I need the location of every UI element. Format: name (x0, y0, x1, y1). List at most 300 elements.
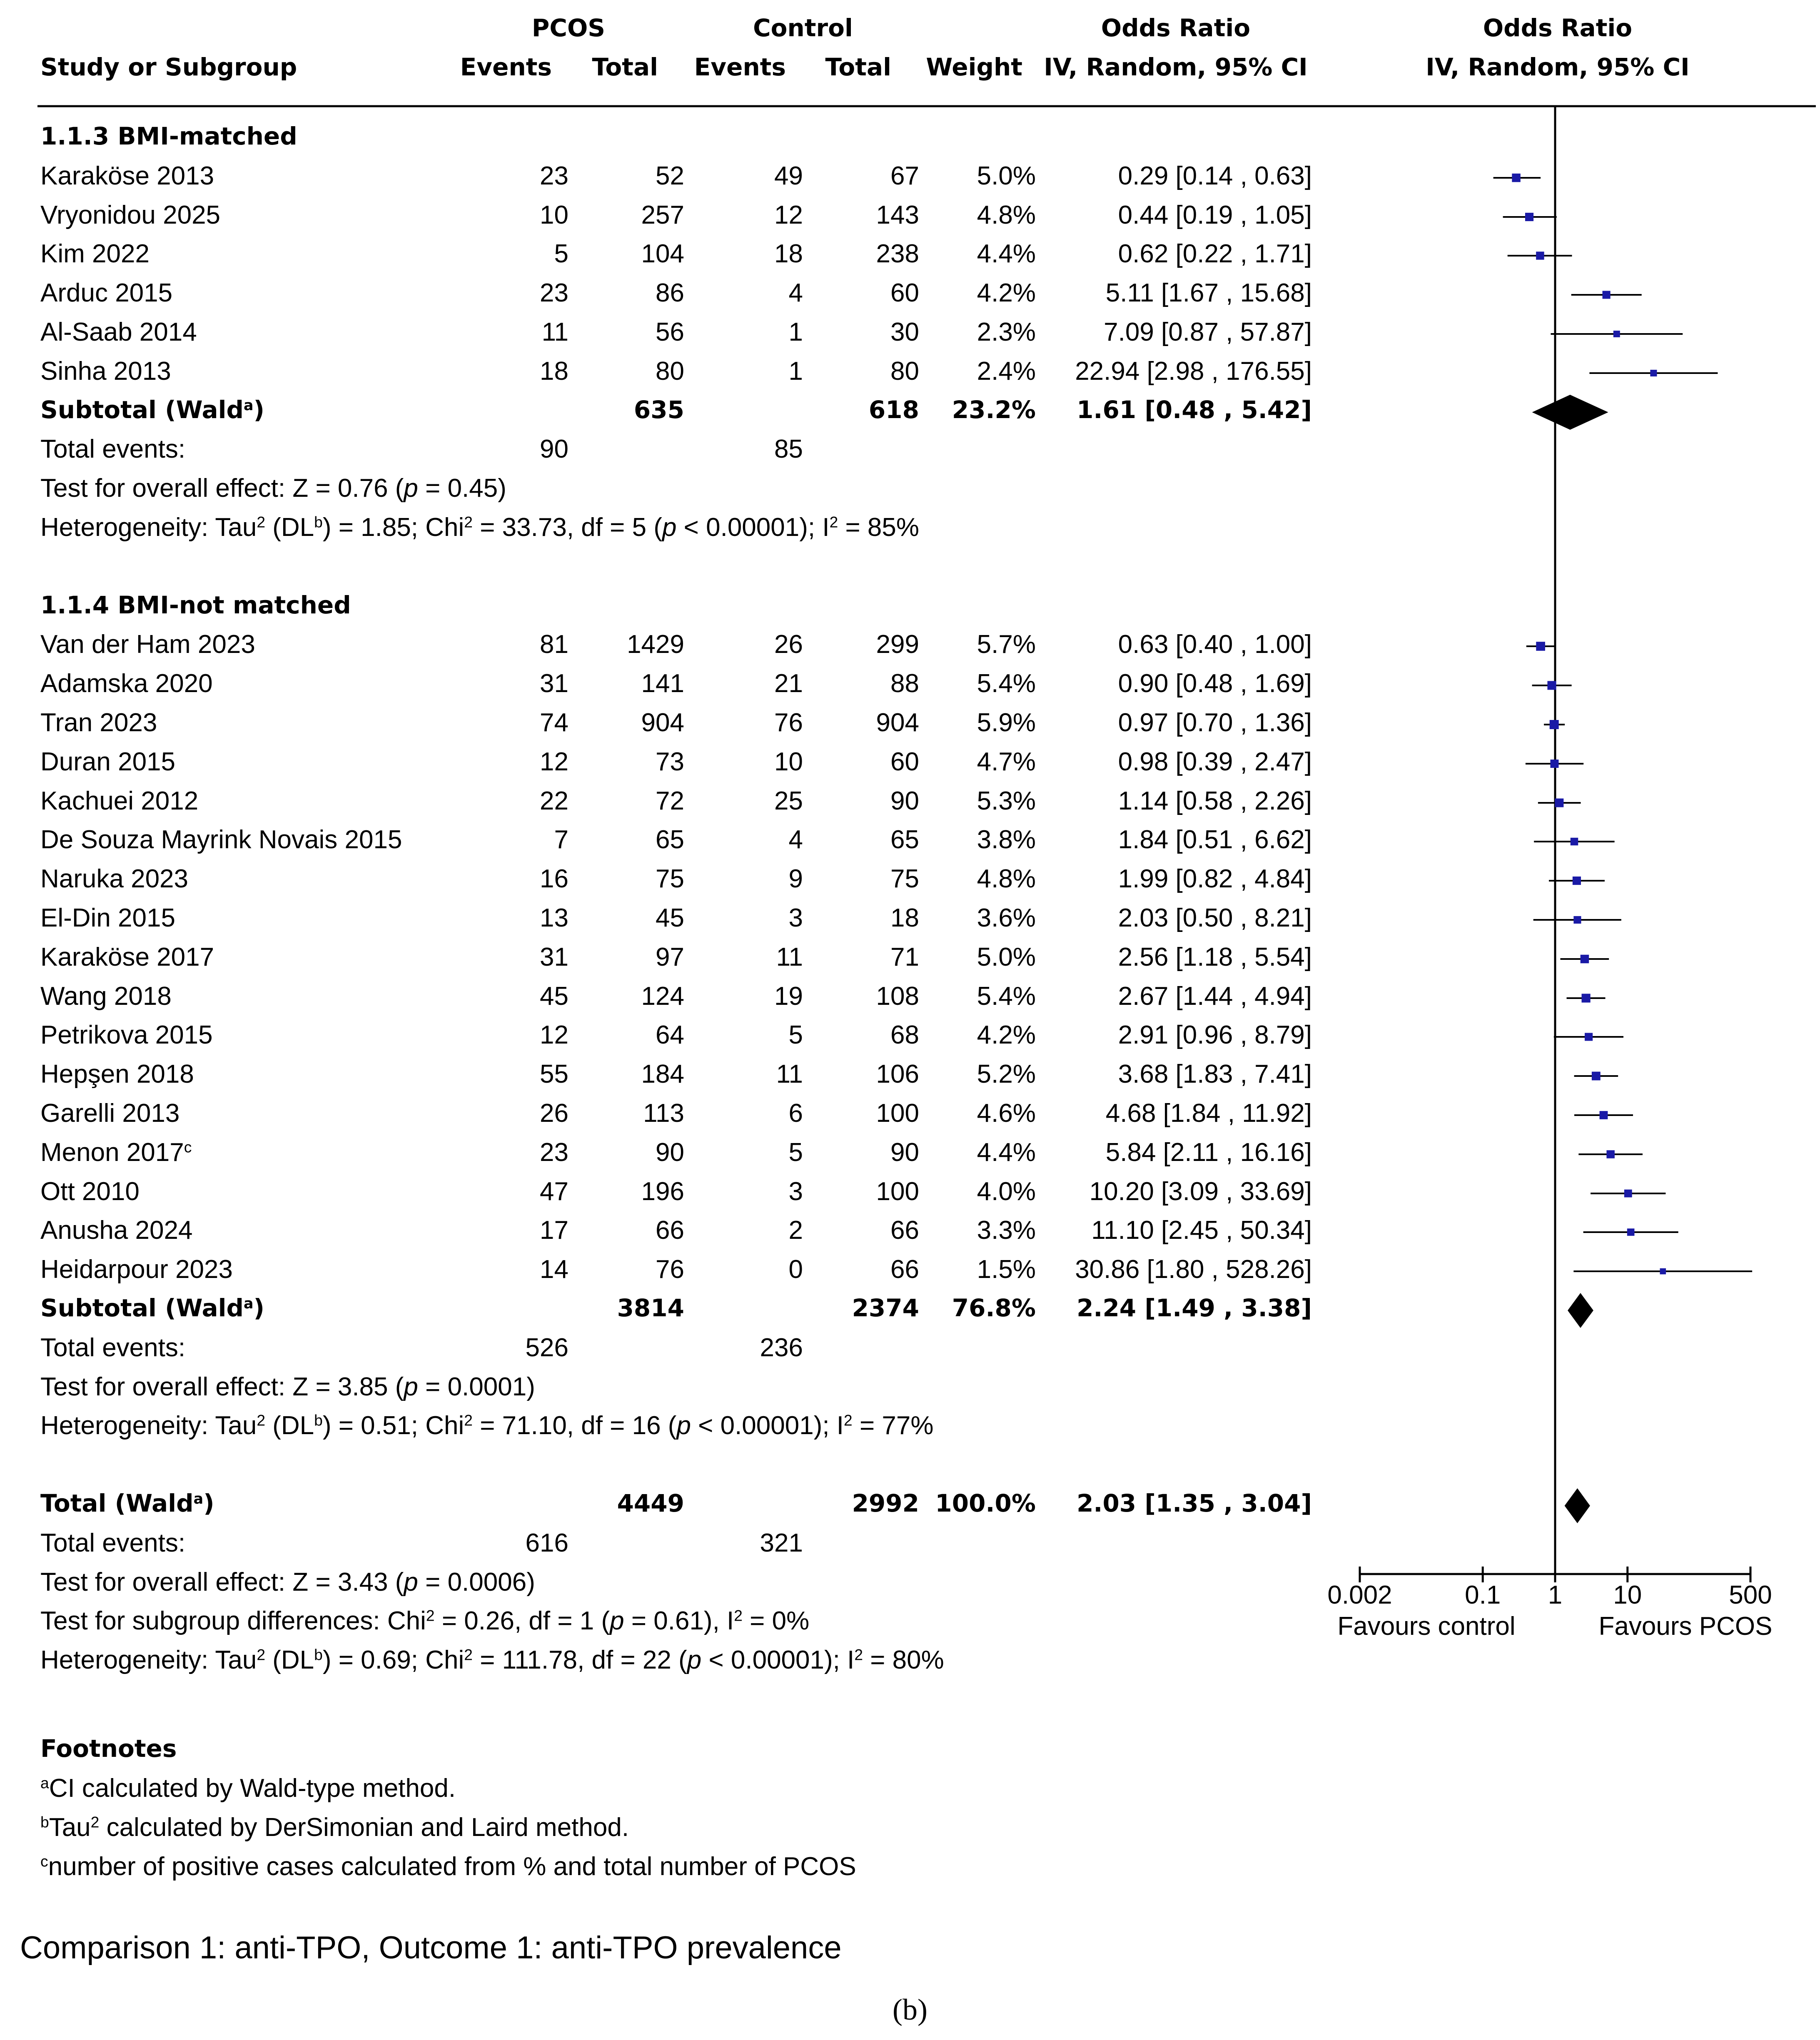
study-total-control: 71 (890, 943, 919, 971)
study-events-pcos: 74 (540, 708, 568, 737)
study-events-pcos: 16 (540, 864, 568, 893)
study-name-text: Al-Saab 2014 (40, 318, 197, 346)
study-total-control: 18 (890, 904, 919, 932)
study-total-pcos: 64 (656, 1021, 684, 1049)
study-events-control: 10 (774, 747, 803, 776)
subtotal-label (40, 398, 264, 422)
sub-sup: 2 (426, 1607, 435, 1624)
total-weight: 100.0% (935, 1489, 1036, 1517)
study-total-control: 67 (890, 162, 919, 190)
study-total-control: 60 (890, 747, 919, 776)
footnotes-title: Footnotes (40, 1734, 177, 1763)
study-ci: 2.03 [0.50 , 8.21] (1118, 904, 1312, 932)
overall-p: p (404, 1568, 418, 1597)
study-name (40, 632, 255, 658)
study-total-control: 68 (890, 1021, 919, 1049)
het-c: ) = 0.51; Chi (322, 1411, 464, 1440)
study-point-marker (1624, 1190, 1632, 1198)
study-weight: 5.7% (977, 630, 1036, 659)
fn-b-sup: b (40, 1813, 49, 1831)
x-tick-label: 10 (1613, 1581, 1642, 1609)
study-events-control: 0 (788, 1255, 803, 1284)
het-a: Heterogeneity: Tau (40, 1646, 257, 1674)
study-events-pcos: 23 (540, 1138, 568, 1167)
study-total-pcos: 80 (656, 357, 684, 386)
study-events-pcos: 11 (541, 318, 568, 346)
study-point-marker (1555, 799, 1563, 807)
study-total-pcos: 76 (656, 1255, 684, 1284)
het-c: ) = 1.85; Chi (322, 513, 464, 542)
study-events-control: 21 (774, 669, 803, 698)
het-b: (DL (265, 1646, 314, 1674)
fn-c-text: number of positive cases calculated from % and total number of PCOS (48, 1852, 856, 1881)
panel-label: (b) (893, 1993, 927, 2026)
x-tick-label: 500 (1729, 1581, 1772, 1609)
overall-post: = 0.0006) (418, 1568, 535, 1597)
subtotal-weight: 23.2% (952, 396, 1036, 424)
study-ci: 2.91 [0.96 , 8.79] (1118, 1021, 1312, 1049)
summary-diamond (1532, 395, 1608, 430)
study-total-control: 100 (876, 1177, 919, 1206)
header-events1: Events (460, 53, 552, 81)
study-point-marker (1650, 370, 1657, 376)
sub-d: = 0% (742, 1607, 810, 1635)
study-ci: 0.29 [0.14 , 0.63] (1118, 162, 1312, 190)
subtotal-ci: 1.61 [0.48 , 5.42] (1077, 396, 1312, 424)
study-name-text: Tran 2023 (40, 708, 157, 737)
study-name-text: Menon 2017 (40, 1138, 184, 1167)
study-weight: 4.4% (977, 239, 1036, 268)
study-events-control: 3 (788, 1177, 803, 1206)
study-point-marker (1603, 291, 1611, 299)
study-name-text: Arduc 2015 (40, 279, 173, 307)
heterogeneity (40, 515, 919, 541)
study-events-control: 1 (788, 357, 803, 386)
subtotal-close: ) (253, 1294, 265, 1322)
total-close: ) (203, 1489, 214, 1517)
study-total-pcos: 45 (656, 904, 684, 932)
figure-caption: Comparison 1: anti-TPO, Outcome 1: anti-TPO prevalence (20, 1930, 842, 1965)
favours-control: Favours control (1337, 1612, 1516, 1641)
study-ci: 3.68 [1.83 , 7.41] (1118, 1060, 1312, 1088)
study-ci: 0.90 [0.48 , 1.69] (1118, 669, 1312, 698)
total-events-control: 321 (760, 1529, 803, 1557)
het-sup1: 2 (257, 1646, 265, 1664)
study-weight: 5.0% (977, 162, 1036, 190)
study-events-pcos: 7 (554, 825, 568, 854)
het-c: ) = 0.69; Chi (322, 1646, 464, 1674)
study-total-pcos: 184 (641, 1060, 684, 1088)
het-p: p (676, 1411, 691, 1440)
study-name-text: Petrikova 2015 (40, 1021, 213, 1049)
x-tick-label: 0.002 (1327, 1581, 1392, 1609)
study-ci: 5.11 [1.67 , 15.68] (1105, 279, 1312, 307)
study-ci: 4.68 [1.84 , 11.92] (1105, 1099, 1312, 1128)
header-total2: Total (825, 53, 891, 81)
study-name (40, 1022, 213, 1048)
study-total-control: 90 (890, 787, 919, 815)
heterogeneity (40, 1413, 933, 1439)
header-total1: Total (592, 53, 658, 81)
study-events-pcos: 12 (540, 1021, 568, 1049)
total-label-text: Total (Wald (40, 1489, 194, 1517)
study-total-pcos: 73 (656, 747, 684, 776)
study-total-pcos: 1429 (627, 630, 684, 659)
study-name-text: Vryonidou 2025 (40, 201, 221, 229)
total-total-control: 2992 (852, 1489, 919, 1517)
study-events-control: 3 (788, 904, 803, 932)
subtotal-label-text: Subtotal (Wald (40, 396, 244, 424)
study-point-marker (1592, 1072, 1601, 1081)
study-total-control: 108 (876, 982, 919, 1011)
sub-p: p (610, 1607, 624, 1635)
het-sup1: 2 (257, 1411, 265, 1429)
het-a: Heterogeneity: Tau (40, 1411, 257, 1440)
subtotal-sup: a (244, 397, 254, 414)
study-name-text: El-Din 2015 (40, 904, 175, 932)
header-or-method: IV, Random, 95% CI (1044, 53, 1308, 81)
study-ci: 0.63 [0.40 , 1.00] (1118, 630, 1312, 659)
study-events-control: 5 (788, 1138, 803, 1167)
study-total-control: 100 (876, 1099, 919, 1128)
het-e: < 0.00001); I (691, 1411, 844, 1440)
overall-pre: Test for overall effect: Z = 3.85 ( (40, 1372, 404, 1401)
study-weight: 4.4% (977, 1138, 1036, 1167)
study-ci: 1.84 [0.51 , 6.62] (1118, 825, 1312, 854)
subgroup-differences (40, 1608, 809, 1634)
study-weight: 4.2% (977, 279, 1036, 307)
footnote-b (40, 1815, 629, 1841)
events-label: Total events: (40, 435, 186, 463)
subgroup-title: 1.1.3 BMI-matched (40, 122, 297, 150)
study-ci: 0.62 [0.22 , 1.71] (1118, 239, 1312, 268)
study-ci: 22.94 [2.98 , 176.55] (1075, 357, 1312, 386)
study-ci: 10.20 [3.09 , 33.69] (1089, 1177, 1312, 1206)
het-d: = 33.73, df = 5 ( (472, 513, 662, 542)
study-point-marker (1573, 916, 1581, 924)
total-total-pcos: 4449 (617, 1489, 684, 1517)
study-point-marker (1550, 760, 1558, 768)
study-total-pcos: 52 (656, 162, 684, 190)
overall-pre: Test for overall effect: Z = 0.76 ( (40, 474, 404, 503)
study-weight: 4.6% (977, 1099, 1036, 1128)
study-total-control: 66 (890, 1255, 919, 1284)
study-total-pcos: 75 (656, 864, 684, 893)
study-events-control: 1 (788, 318, 803, 346)
study-total-control: 80 (890, 357, 919, 386)
fn-c-sup: c (40, 1852, 48, 1870)
study-point-marker (1525, 213, 1533, 221)
study-events-control: 2 (788, 1216, 803, 1245)
study-weight: 5.4% (977, 669, 1036, 698)
total-heterogeneity (40, 1647, 944, 1673)
study-total-control: 106 (876, 1060, 919, 1088)
study-name (40, 1101, 180, 1126)
sub-b: = 0.26, df = 1 ( (434, 1607, 610, 1635)
study-total-pcos: 904 (641, 708, 684, 737)
het-sup4: 2 (854, 1646, 863, 1664)
study-events-control: 19 (774, 982, 803, 1011)
study-name (40, 1061, 194, 1087)
study-point-marker (1600, 1111, 1608, 1119)
het-d: = 71.10, df = 16 ( (472, 1411, 677, 1440)
study-name (40, 359, 171, 384)
subtotal-sup: a (244, 1295, 254, 1312)
overall-pre: Test for overall effect: Z = 3.43 ( (40, 1568, 404, 1597)
study-name-text: De Souza Mayrink Novais 2015 (40, 825, 402, 854)
fn-b-text1: Tau (49, 1813, 91, 1842)
het-sup3: 2 (464, 1646, 473, 1664)
study-point-marker (1606, 1150, 1614, 1158)
study-total-pcos: 65 (656, 825, 684, 854)
study-name-text: Garelli 2013 (40, 1099, 180, 1128)
study-weight: 3.3% (977, 1216, 1036, 1245)
study-events-pcos: 31 (540, 943, 568, 971)
study-events-control: 18 (774, 239, 803, 268)
fn-a-text: CI calculated by Wald-type method. (49, 1774, 456, 1803)
study-point-marker (1582, 994, 1591, 1002)
header-plot-method: IV, Random, 95% CI (1426, 53, 1690, 81)
subtotal-label-text: Subtotal (Wald (40, 1294, 244, 1322)
study-point-marker (1613, 331, 1620, 337)
study-events-pcos: 55 (540, 1060, 568, 1088)
study-events-control: 11 (776, 943, 803, 971)
study-total-pcos: 257 (641, 201, 684, 229)
overall-post: = 0.0001) (418, 1372, 535, 1401)
study-weight: 5.2% (977, 1060, 1036, 1088)
study-name (40, 241, 150, 267)
study-events-pcos: 47 (540, 1177, 568, 1206)
footnote-c (40, 1854, 856, 1880)
study-point-marker (1512, 174, 1520, 182)
study-total-control: 88 (890, 669, 919, 698)
study-weight: 5.0% (977, 943, 1036, 971)
study-name (40, 827, 402, 853)
study-point-marker (1547, 681, 1556, 690)
overall-effect (40, 476, 506, 501)
study-weight: 2.3% (977, 318, 1036, 346)
events-control: 236 (760, 1333, 803, 1362)
events-pcos: 90 (540, 435, 568, 463)
subtotal-total-pcos: 3814 (617, 1294, 684, 1322)
overall-effect (40, 1374, 535, 1400)
total-overall-effect (40, 1569, 535, 1595)
study-events-pcos: 18 (540, 357, 568, 386)
study-events-pcos: 81 (540, 630, 568, 659)
fn-b-text2: calculated by DerSimonian and Laird method. (99, 1813, 629, 1842)
het-sup2: b (314, 1646, 323, 1664)
study-name-text: Wang 2018 (40, 982, 172, 1011)
subgroup-title: 1.1.4 BMI-not matched (40, 591, 351, 619)
study-point-marker (1571, 838, 1578, 845)
study-name-text: Adamska 2020 (40, 669, 213, 698)
study-events-pcos: 23 (540, 279, 568, 307)
summary-diamond (1565, 1488, 1590, 1523)
study-total-pcos: 141 (641, 669, 684, 698)
study-name (40, 984, 172, 1009)
study-ci: 11.10 [2.45 , 50.34] (1091, 1216, 1312, 1245)
study-events-pcos: 13 (540, 904, 568, 932)
study-total-pcos: 104 (641, 239, 684, 268)
events-label: Total events: (40, 1333, 186, 1362)
study-ci: 2.56 [1.18 , 5.54] (1118, 943, 1312, 971)
study-weight: 4.0% (977, 1177, 1036, 1206)
het-e: < 0.00001); I (676, 513, 830, 542)
subtotal-ci: 2.24 [1.49 , 3.38] (1077, 1294, 1312, 1322)
study-total-control: 238 (876, 239, 919, 268)
study-total-control: 143 (876, 201, 919, 229)
study-name (40, 710, 157, 736)
study-weight: 2.4% (977, 357, 1036, 386)
study-name (40, 1218, 192, 1243)
het-p: p (687, 1646, 702, 1674)
subtotal-close: ) (253, 396, 265, 424)
study-events-pcos: 10 (540, 201, 568, 229)
study-name (40, 671, 213, 697)
overall-post: = 0.45) (418, 474, 506, 503)
het-f: = 85% (838, 513, 919, 542)
study-name (40, 202, 220, 228)
study-ci: 0.44 [0.19 , 1.05] (1118, 201, 1312, 229)
study-weight: 4.8% (977, 201, 1036, 229)
total-ci: 2.03 [1.35 , 3.04] (1077, 1489, 1312, 1517)
study-events-pcos: 5 (554, 239, 568, 268)
het-b: (DL (265, 513, 314, 542)
fn-a-sup: a (40, 1774, 49, 1792)
study-events-pcos: 23 (540, 162, 568, 190)
study-weight: 3.6% (977, 904, 1036, 932)
study-total-control: 60 (890, 279, 919, 307)
study-name (40, 163, 214, 189)
subtotal-weight: 76.8% (952, 1294, 1036, 1322)
study-weight: 5.4% (977, 982, 1036, 1011)
subtotal-total-control: 618 (868, 396, 919, 424)
study-total-control: 66 (890, 1216, 919, 1245)
study-name (40, 905, 175, 931)
study-name (40, 319, 197, 345)
subtotal-total-control: 2374 (852, 1294, 919, 1322)
study-total-pcos: 196 (641, 1177, 684, 1206)
het-p: p (662, 513, 677, 542)
het-sup3: 2 (464, 513, 473, 531)
study-name-text: Anusha 2024 (40, 1216, 193, 1245)
subtotal-label (40, 1296, 264, 1320)
header-or: Odds Ratio (1101, 14, 1251, 42)
het-b: (DL (265, 1411, 314, 1440)
study-total-pcos: 86 (656, 279, 684, 307)
study-point-marker (1627, 1228, 1635, 1236)
study-point-marker (1585, 1033, 1593, 1041)
study-weight: 4.2% (977, 1021, 1036, 1049)
study-events-pcos: 45 (540, 982, 568, 1011)
study-weight: 5.3% (977, 787, 1036, 815)
study-name (40, 749, 175, 775)
study-events-pcos: 26 (540, 1099, 568, 1128)
study-total-control: 30 (890, 318, 919, 346)
study-events-control: 76 (774, 708, 803, 737)
study-events-control: 5 (788, 1021, 803, 1049)
study-ci: 1.99 [0.82 , 4.84] (1118, 864, 1312, 893)
events-pcos: 526 (525, 1333, 568, 1362)
het-sup4: 2 (844, 1411, 853, 1429)
overall-p: p (404, 1372, 418, 1401)
study-footnote-mark: c (184, 1138, 192, 1156)
study-name (40, 944, 214, 970)
study-ci: 5.84 [2.11 , 16.16] (1105, 1138, 1312, 1167)
study-name-text: Duran 2015 (40, 747, 176, 776)
study-events-control: 49 (774, 162, 803, 190)
study-name-text: Karaköse 2013 (40, 162, 214, 190)
study-total-control: 75 (890, 864, 919, 893)
het-sup4: 2 (829, 513, 838, 531)
study-point-marker (1536, 642, 1545, 651)
study-name-text: Ott 2010 (40, 1177, 140, 1206)
study-point-marker (1660, 1268, 1666, 1275)
study-name (40, 1179, 140, 1205)
het-d: = 111.78, df = 22 ( (472, 1646, 687, 1674)
study-events-pcos: 31 (540, 669, 568, 698)
het-e: < 0.00001); I (701, 1646, 855, 1674)
subtotal-total-pcos: 635 (633, 396, 684, 424)
study-events-pcos: 12 (540, 747, 568, 776)
study-name-text: Van der Ham 2023 (40, 630, 255, 659)
overall-p: p (404, 474, 418, 503)
fn-b-sup2: 2 (90, 1813, 100, 1831)
het-f: = 77% (852, 1411, 934, 1440)
study-weight: 3.8% (977, 825, 1036, 854)
study-events-control: 11 (776, 1060, 803, 1088)
het-a: Heterogeneity: Tau (40, 513, 257, 542)
study-events-control: 4 (788, 825, 803, 854)
study-ci: 0.97 [0.70 , 1.36] (1118, 708, 1312, 737)
study-events-pcos: 14 (540, 1255, 568, 1284)
study-total-pcos: 56 (656, 318, 684, 346)
events-control: 85 (774, 435, 803, 463)
header-events2: Events (694, 53, 786, 81)
x-tick-label: 0.1 (1465, 1581, 1501, 1609)
study-ci: 1.14 [0.58 , 2.26] (1118, 787, 1312, 815)
het-sup3: 2 (464, 1411, 473, 1429)
total-label (40, 1491, 214, 1515)
header-weight: Weight (926, 53, 1022, 81)
het-sup2: b (314, 513, 323, 531)
study-total-pcos: 97 (656, 943, 684, 971)
summary-diamond (1568, 1293, 1593, 1328)
study-ci: 2.67 [1.44 , 4.94] (1118, 982, 1312, 1011)
study-events-control: 25 (774, 787, 803, 815)
study-events-control: 6 (788, 1099, 803, 1128)
study-name (40, 280, 172, 306)
study-point-marker (1550, 720, 1559, 729)
het-sup2: b (314, 1411, 323, 1429)
x-tick-label: 1 (1548, 1581, 1563, 1609)
study-weight: 1.5% (977, 1255, 1036, 1284)
study-total-pcos: 113 (643, 1099, 684, 1128)
study-name-text: Kim 2022 (40, 239, 150, 268)
favours-pcos: Favours PCOS (1598, 1612, 1773, 1641)
study-ci: 30.86 [1.80 , 528.26] (1075, 1255, 1312, 1284)
sub-c: = 0.61), I (624, 1607, 734, 1635)
study-name-text: Karaköse 2017 (40, 943, 214, 971)
study-ci: 0.98 [0.39 , 2.47] (1118, 747, 1312, 776)
het-sup1: 2 (257, 513, 265, 531)
study-total-pcos: 66 (656, 1216, 684, 1245)
header-study: Study or Subgroup (40, 53, 297, 81)
study-total-control: 65 (890, 825, 919, 854)
study-point-marker (1581, 955, 1589, 963)
total-events-label: Total events: (40, 1529, 186, 1557)
study-total-pcos: 72 (656, 787, 684, 815)
